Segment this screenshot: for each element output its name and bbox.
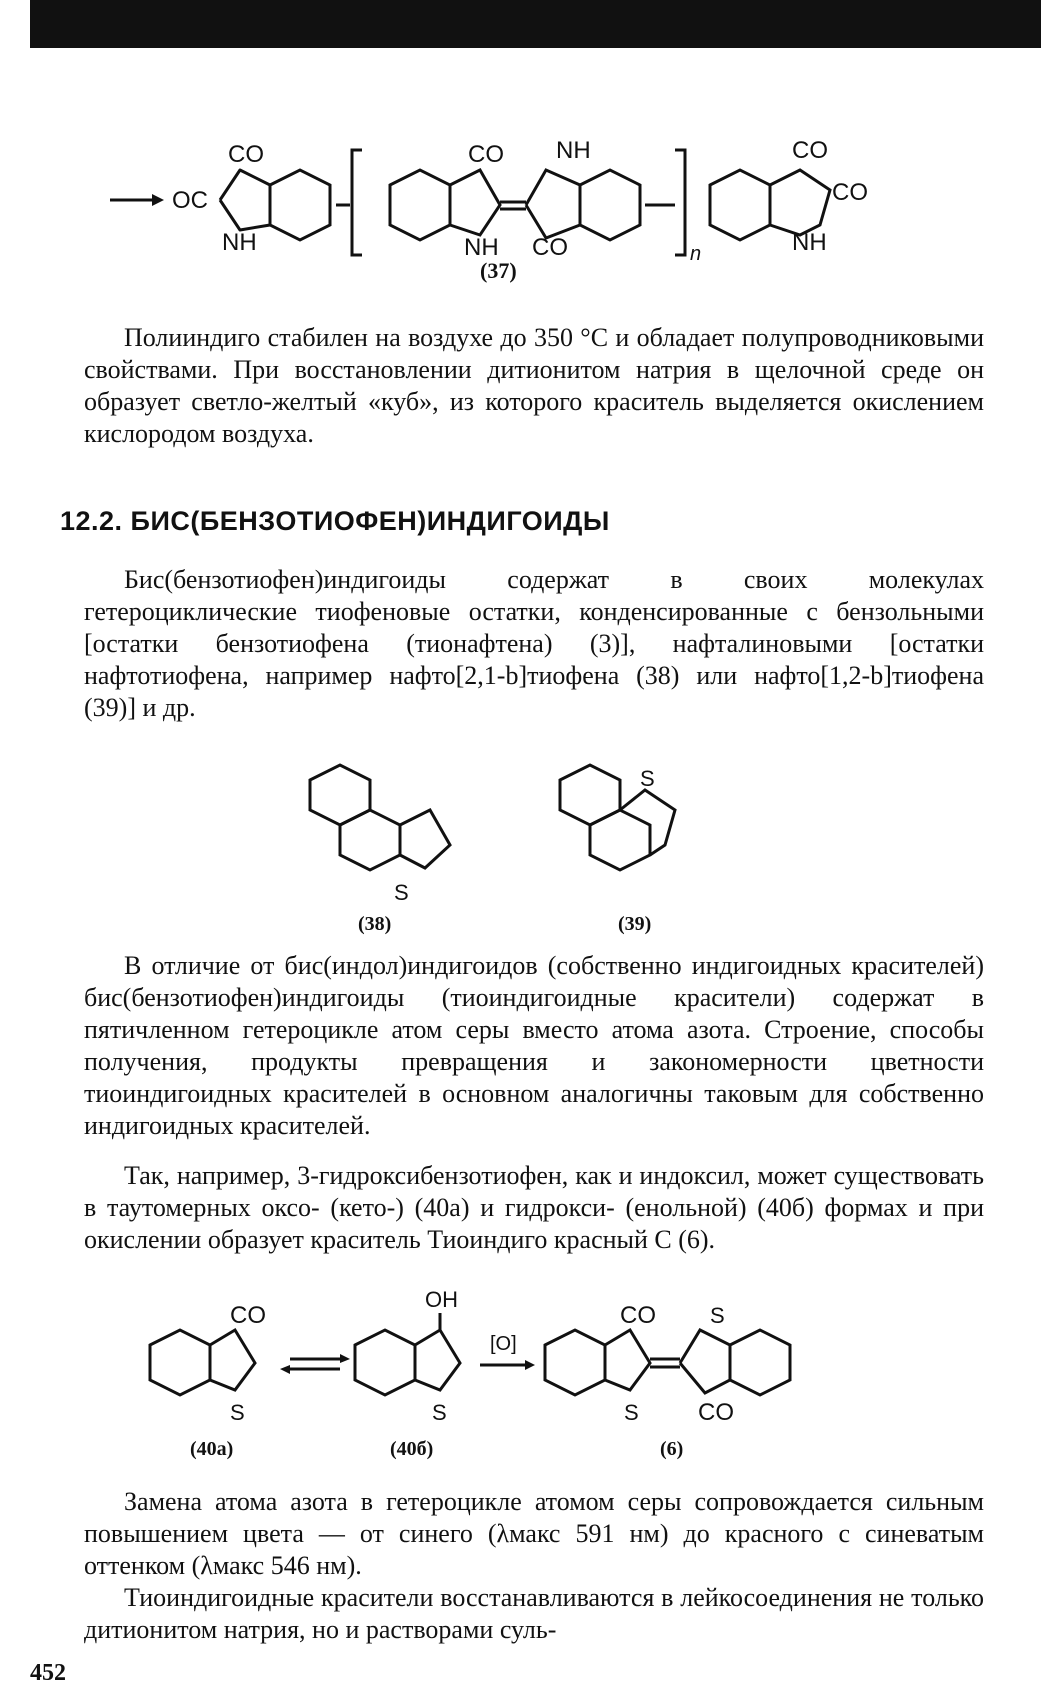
atom-nh-2: NH	[464, 234, 499, 261]
figure-38-39-structures	[300, 750, 750, 940]
atom-s-39: S	[640, 766, 655, 791]
atom-oc: OC	[172, 187, 208, 214]
atom-co-40a: CO	[230, 1302, 266, 1329]
oxidation-label: [O]	[490, 1333, 517, 1355]
atom-co-2: CO	[468, 141, 504, 168]
atom-co-1: CO	[228, 141, 264, 168]
atom-co-5: CO	[832, 179, 868, 206]
atom-s-40a: S	[230, 1400, 245, 1425]
paragraph-hydroxybenzothiophene	[84, 1160, 984, 1256]
paragraph-4-text: Так, например, 3-гидроксибензотиофен, как и индоксил, может существовать в таутомерных оксо- (кето-) (40а) и гидрокси- (енольной) (40б) формах и при окислении образует краситель Тиоиндиго красный С (6).	[84, 1161, 984, 1254]
paragraph-thioindigoids	[84, 950, 984, 1142]
atom-co-6a: CO	[620, 1302, 656, 1329]
atom-s-38: S	[394, 880, 409, 905]
atom-co-6b: CO	[698, 1399, 734, 1426]
atom-nh-4: NH	[792, 229, 827, 256]
figure-40-reaction	[140, 1285, 900, 1465]
atom-nh-1: NH	[222, 229, 257, 256]
atom-s-40b: S	[432, 1400, 447, 1425]
atom-co-4: CO	[792, 137, 828, 164]
paragraph-1-text: Полииндиго стабилен на воздухе до 350 °С и обладает полупроводниковыми свойствами. При восстановлении дитионитом натрия в щелочной среде он образует светло-желтый «куб», из которого краситель выделяется окислением кислородом воздуха.	[84, 323, 984, 448]
label-38: (38)	[358, 913, 392, 935]
paragraph-polyindigo	[84, 322, 984, 450]
label-37: (37)	[480, 258, 517, 283]
label-40b: (40б)	[390, 1438, 434, 1460]
page-number: 452	[30, 1660, 66, 1686]
atom-s-6a: S	[624, 1400, 639, 1425]
atom-nh-3: NH	[556, 137, 591, 164]
atom-oh-40b: OH	[425, 1287, 458, 1312]
paragraph-2-text: Бис(бензотиофен)индигоиды содержат в своих молекулах гетероциклические тиофеновые остатки, конденсированные с бензольными [остатки бензотиофена (тионафтена) (3)], нафталиновыми [остатки нафтотиофена, например нафто[2,1-b]тиофена (38) или нафто[1,2-b]тиофена (39)] и др.	[84, 565, 984, 722]
label-40a: (40а)	[190, 1438, 234, 1460]
paragraph-5-text: Замена атома азота в гетероцикле атомом серы сопровождается сильным повышением цвета — от синего (λмакс 591 нм) до красного с синеватым оттенком (λмакс 546 нм).	[84, 1487, 984, 1580]
paragraph-6-text: Тиоиндигоидные красители восстанавливаются в лейкосоединения не только дитионитом натрия, но и растворами суль-	[84, 1583, 984, 1644]
paragraph-color-shift	[84, 1486, 984, 1582]
scan-top-border	[30, 0, 1041, 48]
figure-37-structure	[100, 130, 980, 310]
atom-s-6b: S	[710, 1303, 725, 1328]
label-39: (39)	[618, 913, 652, 935]
label-6: (6)	[660, 1438, 684, 1460]
paragraph-3-text: В отличие от бис(индол)индигоидов (собственно индигоидных красителей) бис(бензотиофен)индигоиды (тиоиндигоидные красители) содержат в пятичленном гетероцикле атом серы вместо атома азота. Строение, способы получения, продукты превращения и закономерности цветности тиоиндигоидных красителей в основном аналогичны таковым для собственно индигоидных красителей.	[84, 951, 984, 1140]
paragraph-bisbenzothiophene	[84, 564, 984, 724]
section-heading: 12.2. БИС(БЕНЗОТИОФЕН)ИНДИГОИДЫ	[60, 506, 610, 536]
atom-co-3: CO	[532, 234, 568, 261]
paragraph-reduction	[84, 1582, 984, 1646]
repeat-n: n	[690, 243, 702, 265]
